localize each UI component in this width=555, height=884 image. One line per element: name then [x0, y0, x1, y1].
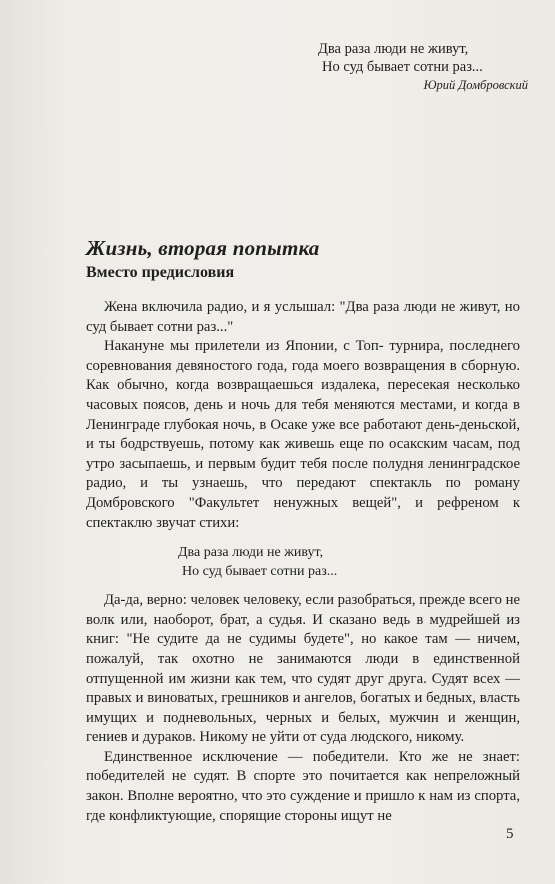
paragraph: Единственное исключение — победители. Кто же не знает: победителей не судят. В спорте это почитается как непреложный закон. Вполне вероятно, что это суждение и пришло к нам из спорта, где конфликтующие, спорящие стороны ищут не [86, 748, 520, 824]
paragraph: Накануне мы прилетели из Японии, с Топ- турнира, последнего соревнования девяностого года, года моего возвращения в сборную. Как обычно, когда возвращаешься издалека, пересекая несколько часовых поясов, день и ночь для тебя меняются местами, и когда в Ленинграде глубокая ночь, в Осаке уже все работают день-деньской, и ты бодрствуешь, потому как живешь еще по осакским часам, под утро засыпаешь, и первым будит тебя после полудня ленинградское радио, и ты узнаешь, что передают спектакль по роману Домбровского "Факультет ненужных вещей", и рефреном к спектаклю звучат стихи: [86, 338, 520, 531]
verse-line-1: Два раза люди не живут, [178, 545, 324, 561]
paragraph: Жена включила радио, и я услышал: "Два раза люди не живут, но суд бывает сотни раз..." [86, 299, 520, 335]
chapter-title: Жизнь, вторая попытка [86, 236, 320, 260]
page-number: 5 [506, 826, 514, 842]
verse-quote [178, 543, 520, 581]
body-text [86, 298, 520, 826]
epigraph [318, 40, 528, 93]
epigraph-line-1: Два раза люди не живут, [318, 41, 469, 57]
chapter-subtitle: Вместо предисловия [86, 264, 235, 281]
paragraph: Да-да, верно: человек человеку, если разобраться, прежде всего не волк или, наоборот, брат, а судья. И сказано ведь в мудрейшей из книг: "Не судите да не судимы будете", но какое там — ничем, пожалуй, так охотно не занимаются люди в единственной отпущенной им жизни как тем, что судят друг друга. Судят всех — правых и виноватых, грешников и ангелов, богатых и бедных, власть имущих и подневольных, черных и белых, мужчин и женщин, гениев и дураков. Никому не уйти от суда людского, никому. [86, 592, 520, 746]
epigraph-author: Юрий Домбровский [423, 78, 528, 92]
epigraph-line-2: Но суд бывает сотни раз... [322, 59, 483, 75]
verse-line-2: Но суд бывает сотни раз... [182, 564, 338, 580]
